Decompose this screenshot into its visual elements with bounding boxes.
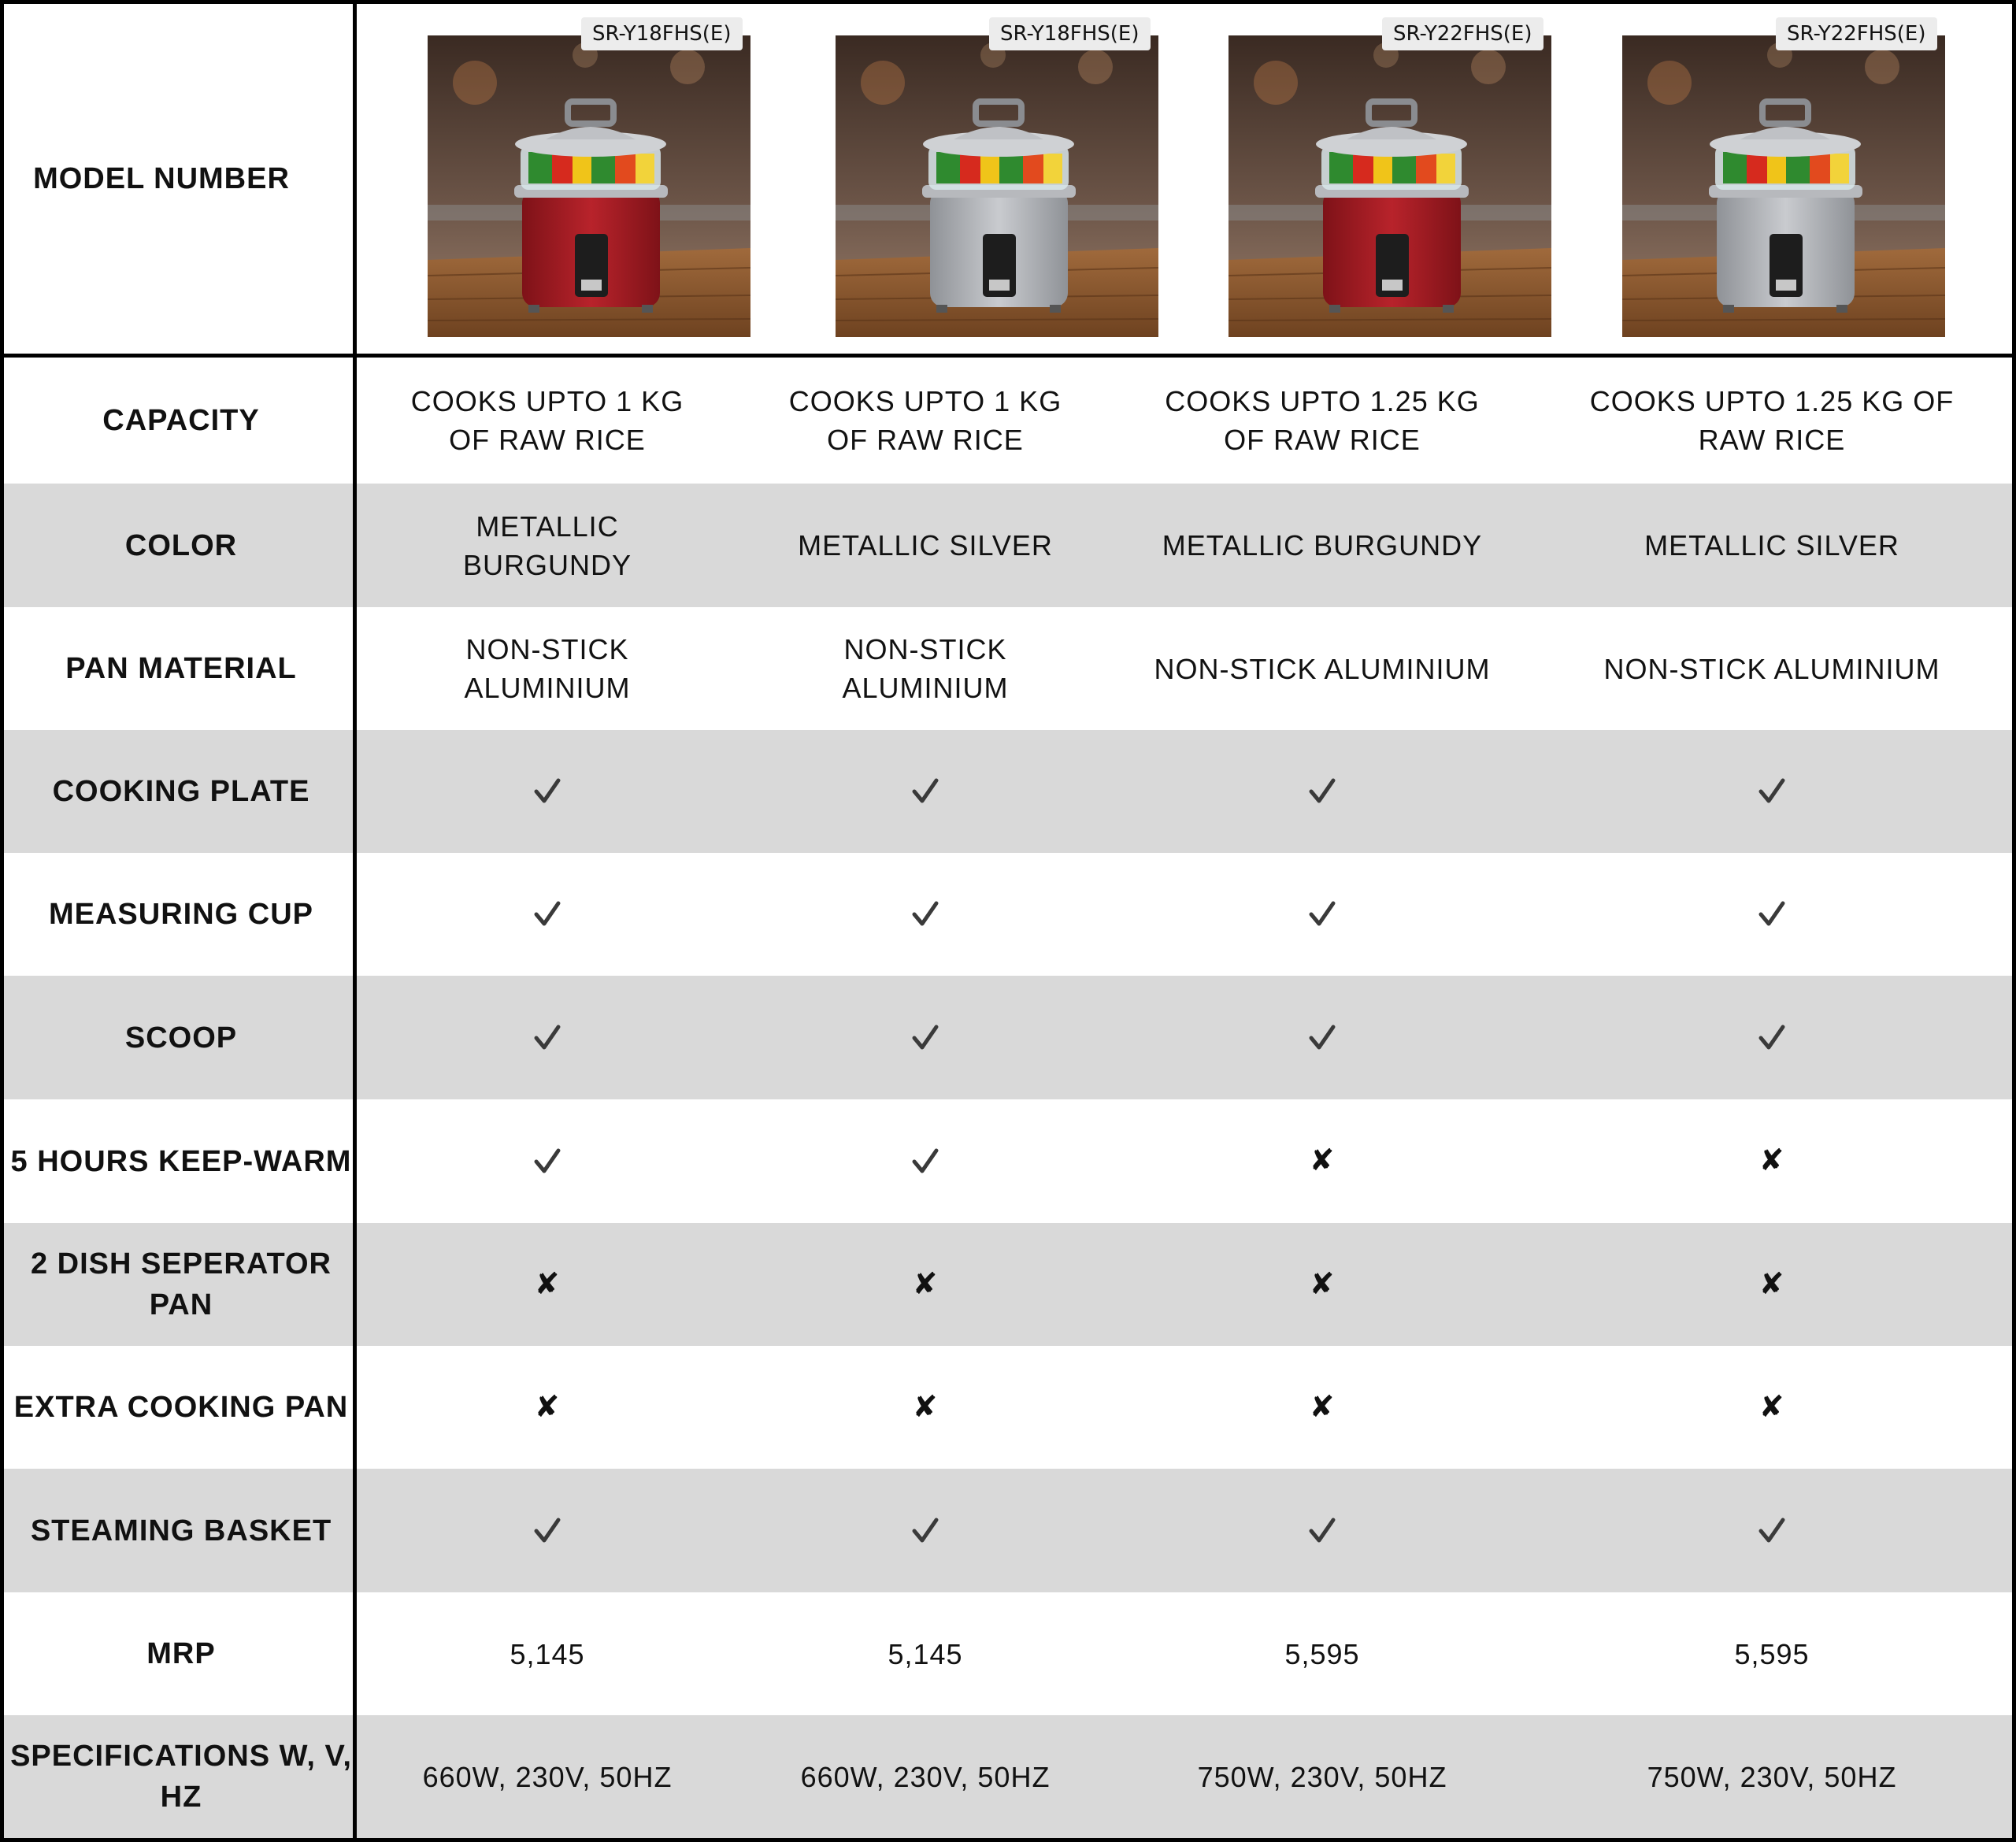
cross-icon: ✘ bbox=[1758, 1144, 1785, 1177]
checkmark-icon bbox=[910, 899, 941, 930]
row-label: COOKING PLATE bbox=[52, 775, 310, 808]
checkmark-icon bbox=[1306, 1515, 1338, 1547]
check-cell bbox=[1532, 730, 2012, 853]
checkmark-icon bbox=[910, 1022, 941, 1054]
checkmark-icon bbox=[532, 1022, 563, 1054]
cross-cell bbox=[738, 1346, 1113, 1469]
value-cell: NON-STICK ALUMINIUM bbox=[464, 633, 631, 704]
cross-icon: ✘ bbox=[1309, 1144, 1336, 1177]
cross-cell bbox=[738, 1223, 1113, 1346]
header-divider bbox=[0, 354, 2016, 358]
row-label: COLOR bbox=[124, 528, 238, 562]
checkmark-icon bbox=[532, 899, 563, 930]
cross-icon: ✘ bbox=[534, 1267, 561, 1301]
check-cell bbox=[357, 976, 738, 1099]
model-tag: SR-Y18FHS(E) bbox=[581, 17, 743, 50]
value-cell: NON-STICK ALUMINIUM bbox=[1154, 652, 1491, 685]
cross-icon: ✘ bbox=[1758, 1390, 1785, 1424]
row-label: PAN MATERIAL bbox=[65, 652, 297, 685]
value-cell: METALLIC SILVER bbox=[1644, 529, 1899, 561]
check-cell bbox=[738, 1099, 1113, 1223]
checkmark-icon bbox=[910, 1146, 941, 1177]
row-label: 5 HOURS KEEP-WARM bbox=[10, 1144, 352, 1178]
check-cell bbox=[1532, 1469, 2012, 1592]
model-tag: SR-Y22FHS(E) bbox=[1382, 17, 1544, 50]
row-label: MRP bbox=[146, 1637, 216, 1670]
spec-row bbox=[4, 1469, 2012, 1592]
cross-icon: ✘ bbox=[534, 1390, 561, 1424]
checkmark-icon bbox=[910, 1515, 941, 1547]
product-image bbox=[428, 35, 750, 337]
cross-cell bbox=[1113, 1223, 1532, 1346]
spec-row bbox=[4, 607, 2012, 730]
cross-cell bbox=[357, 1223, 738, 1346]
checkmark-icon bbox=[532, 1515, 563, 1547]
check-cell bbox=[738, 1469, 1113, 1592]
cross-icon: ✘ bbox=[912, 1390, 939, 1424]
spec-row bbox=[4, 1346, 2012, 1469]
spec-row bbox=[4, 1223, 2012, 1346]
value-cell: COOKS UPTO 1.25 KG OF RAW RICE bbox=[1165, 385, 1480, 456]
row-label: CAPACITY bbox=[102, 404, 260, 437]
value-cell: 5,145 bbox=[888, 1637, 963, 1670]
spec-row bbox=[4, 484, 2012, 607]
check-cell bbox=[1532, 853, 2012, 976]
check-cell bbox=[738, 730, 1113, 853]
value-cell: METALLIC SILVER bbox=[798, 529, 1053, 561]
cross-cell bbox=[1113, 1099, 1532, 1223]
check-cell bbox=[1113, 976, 1532, 1099]
value-cell: NON-STICK ALUMINIUM bbox=[1603, 652, 1940, 685]
column-divider bbox=[353, 0, 357, 1842]
check-cell bbox=[357, 1099, 738, 1223]
row-label: SPECIFICATIONS W, V, HZ bbox=[10, 1740, 352, 1814]
check-cell bbox=[357, 1469, 738, 1592]
value-cell: 750W, 230V, 50HZ bbox=[1647, 1760, 1897, 1793]
value-cell: NON-STICK ALUMINIUM bbox=[842, 633, 1009, 704]
cross-cell bbox=[1532, 1346, 2012, 1469]
model-tag: SR-Y18FHS(E) bbox=[989, 17, 1151, 50]
row-label: MEASURING CUP bbox=[48, 898, 314, 931]
check-cell bbox=[1113, 853, 1532, 976]
checkmark-icon bbox=[910, 776, 941, 807]
value-cell: COOKS UPTO 1.25 KG OF RAW RICE bbox=[1589, 385, 1955, 456]
spec-row bbox=[4, 1099, 2012, 1223]
check-cell bbox=[738, 853, 1113, 976]
value-cell: METALLIC BURGUNDY bbox=[1162, 529, 1483, 561]
checkmark-icon bbox=[1756, 1022, 1788, 1054]
check-cell bbox=[1113, 1469, 1532, 1592]
cross-cell bbox=[1113, 1346, 1532, 1469]
check-cell bbox=[1532, 976, 2012, 1099]
cross-icon: ✘ bbox=[1758, 1267, 1785, 1301]
spec-row bbox=[4, 853, 2012, 976]
checkmark-icon bbox=[1306, 776, 1338, 807]
row-label: STEAMING BASKET bbox=[30, 1514, 332, 1547]
cross-icon: ✘ bbox=[1309, 1267, 1336, 1301]
cross-cell bbox=[1532, 1223, 2012, 1346]
check-cell bbox=[357, 853, 738, 976]
checkmark-icon bbox=[532, 776, 563, 807]
spec-row bbox=[4, 730, 2012, 853]
spec-row bbox=[4, 358, 2012, 484]
check-cell bbox=[738, 976, 1113, 1099]
check-cell bbox=[1113, 730, 1532, 853]
spec-row bbox=[4, 1715, 2012, 1838]
checkmark-icon bbox=[1756, 899, 1788, 930]
value-cell: METALLIC BURGUNDY bbox=[462, 510, 632, 581]
product-image bbox=[1622, 35, 1945, 337]
model-number-label: MODEL NUMBER bbox=[33, 162, 290, 195]
checkmark-icon bbox=[1756, 1515, 1788, 1547]
cross-cell bbox=[357, 1346, 738, 1469]
cross-cell bbox=[1532, 1099, 2012, 1223]
value-cell: COOKS UPTO 1 KG OF RAW RICE bbox=[410, 385, 684, 456]
value-cell: 5,595 bbox=[1734, 1637, 1810, 1670]
checkmark-icon bbox=[1306, 899, 1338, 930]
value-cell: 660W, 230V, 50HZ bbox=[800, 1760, 1051, 1793]
row-label: SCOOP bbox=[124, 1021, 238, 1054]
product-image bbox=[836, 35, 1158, 337]
value-cell: 660W, 230V, 50HZ bbox=[422, 1760, 673, 1793]
row-label: 2 DISH SEPERATOR PAN bbox=[30, 1247, 332, 1321]
checkmark-icon bbox=[532, 1146, 563, 1177]
spec-row bbox=[4, 976, 2012, 1099]
value-cell: COOKS UPTO 1 KG OF RAW RICE bbox=[788, 385, 1062, 456]
row-label: EXTRA COOKING PAN bbox=[13, 1391, 349, 1424]
value-cell: 5,595 bbox=[1284, 1637, 1360, 1670]
spec-row bbox=[4, 1592, 2012, 1715]
value-cell: 750W, 230V, 50HZ bbox=[1197, 1760, 1447, 1793]
check-cell bbox=[357, 730, 738, 853]
checkmark-icon bbox=[1756, 776, 1788, 807]
product-image bbox=[1228, 35, 1551, 337]
model-tag: SR-Y22FHS(E) bbox=[1776, 17, 1937, 50]
cross-icon: ✘ bbox=[1309, 1390, 1336, 1424]
value-cell: 5,145 bbox=[510, 1637, 585, 1670]
cross-icon: ✘ bbox=[912, 1267, 939, 1301]
checkmark-icon bbox=[1306, 1022, 1338, 1054]
